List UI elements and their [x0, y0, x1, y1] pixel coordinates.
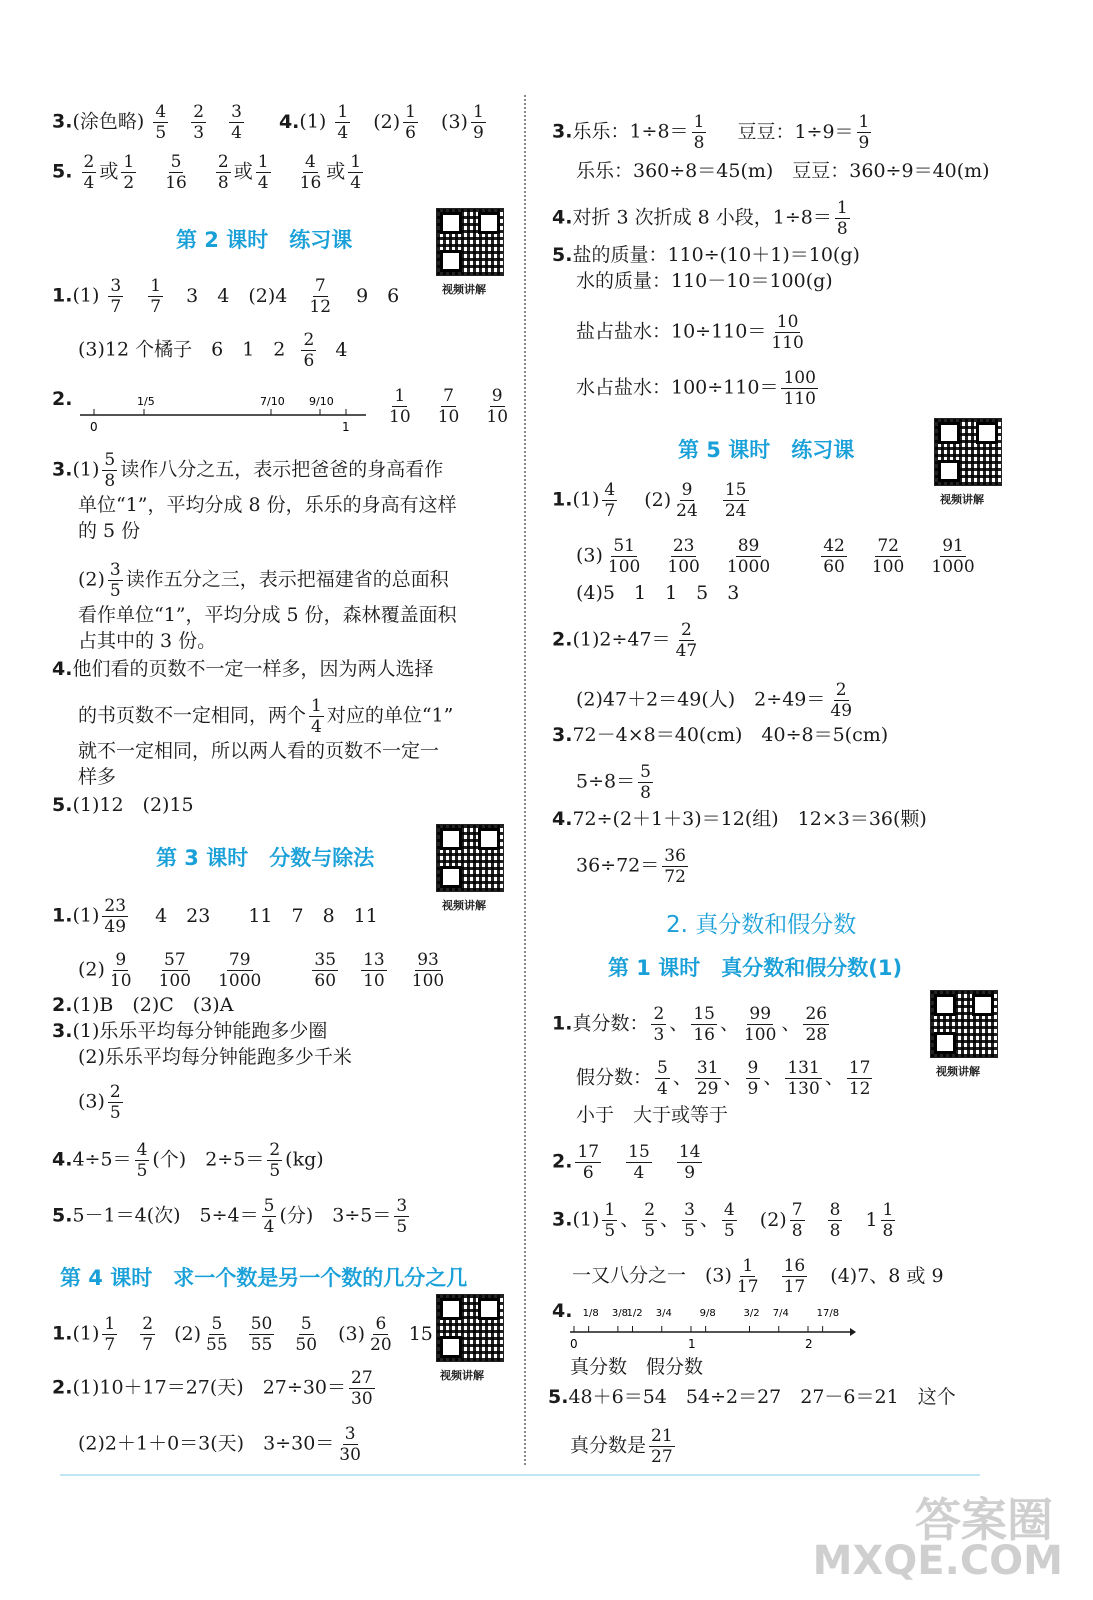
- qr-label: 视频讲解: [936, 1065, 980, 1078]
- fraction: $\frac{99}{100}$: [743, 1004, 777, 1045]
- fraction: $\frac{1}{2}$: [123, 152, 135, 193]
- fraction: $\frac{1}{6}$: [405, 102, 416, 143]
- fraction: $\frac{21}{27}$: [651, 1426, 673, 1467]
- fraction: $\frac{2}{5}$: [644, 1200, 656, 1241]
- fraction: $\frac{15}{24}$: [724, 480, 747, 521]
- fraction: $\frac{5}{4}$: [263, 1196, 275, 1237]
- fraction: $\frac{1}{10}$: [389, 386, 411, 427]
- answer-line: 5.盐的质量：110÷(10＋1)＝10(g): [552, 244, 860, 266]
- fraction: $\frac{4}{7}$: [604, 480, 616, 521]
- fraction: $\frac{7}{10}$: [437, 386, 460, 427]
- fraction: $\frac{23}{49}$: [104, 896, 127, 937]
- tick-label: 0: [570, 1337, 578, 1350]
- fraction: $\frac{4}{5}$: [155, 102, 167, 143]
- fraction: $\frac{5}{55}$: [206, 1314, 228, 1355]
- fraction: $\frac{3}{4}$: [231, 102, 242, 143]
- answer-line: 4.72÷(2＋1＋3)＝12(组) 12×3＝36(颗): [552, 808, 927, 830]
- arrow-icon: [850, 1328, 856, 1336]
- fraction: $\frac{91}{1000}$: [931, 536, 975, 577]
- fraction: $\frac{1}{4}$: [311, 696, 322, 737]
- fraction: $\frac{72}{100}$: [871, 536, 905, 577]
- fraction: $\frac{23}{100}$: [667, 536, 700, 577]
- answer-line: 2.(1)10＋17＝27(天) 27÷30＝ $\frac{27}{30}$: [52, 1368, 373, 1409]
- text-line: 单位“1”，平均分成 8 份，乐乐的身高有这样: [78, 494, 457, 516]
- text-line: 的 5 份: [78, 520, 141, 542]
- answer-line: 4.对折 3 次折成 8 小段，1÷8＝ $\frac{1}{8}$: [552, 198, 848, 239]
- fraction: $\frac{9}{24}$: [676, 480, 698, 521]
- tick-label: 0: [90, 420, 98, 434]
- answer-line: 1.(1) $\frac{1}{7}$ $\frac{2}{7}$ (2) $\frac{5}{55}$ $\frac{50}{55}$ $\frac{5}{50}$ (3) $\frac{6}{20}$ 15: [52, 1314, 433, 1355]
- answer-line: 真分数是 $\frac{21}{27}$: [570, 1426, 673, 1467]
- fraction: $\frac{17}{12}$: [848, 1058, 871, 1099]
- point-label: 7/10: [260, 395, 285, 408]
- tick-label: 1: [688, 1337, 696, 1350]
- text-line: 占其中的 3 份。: [78, 630, 217, 652]
- answer-line: 2.: [52, 388, 73, 410]
- fraction: $\frac{5}{8}$: [640, 762, 651, 803]
- answer-line: 3.(涂色略) $\frac{4}{5}$ $\frac{2}{3}$ $\frac{3}{4}$ 4.(1) $\frac{1}{4}$ (2) $\frac{1}{6}$ (3) $\frac{1}{9}$: [52, 102, 484, 143]
- fraction: $\frac{9}{10}$: [109, 950, 132, 991]
- text-line: 就不一定相同，所以两人看的页数不一定一: [78, 740, 440, 762]
- text-line: (2)乐乐平均每分钟能跑多少千米: [78, 1046, 352, 1068]
- qr-code-icon[interactable]: [436, 208, 504, 276]
- fraction: $\frac{7}{8}$: [791, 1200, 803, 1241]
- fraction: $\frac{1}{7}$: [104, 1314, 116, 1355]
- answer-line: 36÷72＝ $\frac{36}{72}$: [576, 846, 686, 887]
- answer-line: (3)12 个橘子 6 1 2 $\frac{2}{6}$ 4: [78, 330, 348, 371]
- number-line: [74, 385, 374, 435]
- answer-line: 2.(1)B (2)C (3)A: [52, 994, 234, 1016]
- text-line: 小于 大于或等于: [576, 1104, 729, 1126]
- section-title: 第 5 课时 练习课: [678, 438, 855, 462]
- number-line: [566, 1298, 856, 1350]
- fraction: $\frac{4}{16}$: [299, 152, 322, 193]
- fraction: $\frac{2}{49}$: [830, 680, 853, 721]
- point-label: 9/8: [699, 1308, 716, 1319]
- answer-line: 假分数： $\frac{5}{4}$ 、 $\frac{31}{29}$ 、 $\frac{9}{9}$ 、 $\frac{131}{130}$ 、 $\frac{17}{12}$: [576, 1058, 871, 1099]
- fraction: $\frac{79}{1000}$: [218, 950, 262, 991]
- answer-line: 5.5－1＝4(次) 5÷4＝ $\frac{5}{4}$ (分) 3÷5＝ $\frac{3}{5}$: [52, 1196, 408, 1237]
- fraction: $\frac{7}{12}$: [309, 276, 332, 317]
- fraction: $\frac{5}{16}$: [165, 152, 187, 193]
- point-label: 3/8: [611, 1308, 628, 1319]
- point-label: 7/4: [772, 1308, 789, 1319]
- answer-line: (3) $\frac{51}{100}$ $\frac{23}{100}$ $\frac{89}{1000}$ $\frac{42}{60}$ $\frac{72}{100}$ $\frac{91}{1000}$: [576, 536, 975, 577]
- fraction: $\frac{3}{5}$: [109, 560, 121, 601]
- fraction: $\frac{131}{130}$: [787, 1058, 820, 1099]
- answer-line: (3) $\frac{2}{5}$: [78, 1082, 121, 1123]
- point-label: 17/8: [816, 1308, 840, 1319]
- column-divider: [524, 95, 526, 1465]
- fraction: $\frac{26}{28}$: [805, 1004, 828, 1045]
- point-label: 1/2: [626, 1308, 643, 1319]
- section-title: 第 4 课时 求一个数是另一个数的几分之几: [60, 1266, 468, 1290]
- fraction: $\frac{2}{8}$: [217, 152, 229, 193]
- fraction: $\frac{5}{50}$: [295, 1314, 318, 1355]
- answer-line: (2) $\frac{9}{10}$ $\frac{57}{100}$ $\frac{79}{1000}$ $\frac{35}{60}$ $\frac{13}{10}$ $\frac{93}{100}$: [78, 950, 445, 991]
- qr-code-icon[interactable]: [436, 824, 504, 892]
- section-title: 第 2 课时 练习课: [176, 228, 353, 252]
- text-line: 样多: [78, 766, 117, 788]
- fraction: $\frac{2}{5}$: [109, 1082, 121, 1123]
- footer-rule: [60, 1474, 980, 1476]
- fraction: $\frac{1}{4}$: [257, 152, 269, 193]
- answer-line: 1.(1) $\frac{3}{7}$ $\frac{1}{7}$ 3 4 (2)4 $\frac{7}{12}$ 9 6: [52, 276, 400, 317]
- answer-line: 2. $\frac{17}{6}$ $\frac{15}{4}$ $\frac{14}{9}$: [552, 1142, 701, 1183]
- fraction: $\frac{57}{100}$: [158, 950, 192, 991]
- fraction: $\frac{6}{20}$: [370, 1314, 392, 1355]
- watermark-logo: 答案圈: [915, 1493, 1053, 1547]
- answer-line: 盐占盐水：10÷110＝ $\frac{10}{110}$: [576, 312, 804, 353]
- fraction: $\frac{100}{110}$: [783, 368, 816, 409]
- fraction: $\frac{2}{3}$: [653, 1004, 665, 1045]
- fraction: $\frac{1}{5}$: [604, 1200, 616, 1241]
- fraction: $\frac{2}{3}$: [193, 102, 205, 143]
- fraction: $\frac{17}{6}$: [577, 1142, 600, 1183]
- fraction: $\frac{3}{5}$: [684, 1200, 695, 1241]
- text-line: (4)5 1 1 5 3: [576, 582, 740, 604]
- fraction: $\frac{16}{17}$: [783, 1256, 806, 1297]
- fraction: $\frac{89}{1000}$: [726, 536, 771, 577]
- text-line: 乐乐：360÷8＝45(m) 豆豆：360÷9＝40(m): [576, 160, 990, 182]
- fraction: $\frac{27}{30}$: [351, 1368, 373, 1409]
- fraction: $\frac{93}{100}$: [411, 950, 445, 991]
- answer-line: 3.(1)乐乐平均每分钟能跑多少圈: [52, 1020, 328, 1042]
- point-label: 3/4: [655, 1308, 672, 1319]
- unit-title: 2. 真分数和假分数: [666, 912, 857, 938]
- fraction: $\frac{36}{72}$: [664, 846, 686, 887]
- fraction: $\frac{2}{4}$: [83, 152, 95, 193]
- fraction: $\frac{42}{60}$: [823, 536, 845, 577]
- fraction: $\frac{10}{110}$: [771, 312, 804, 353]
- fraction: $\frac{1}{7}$: [150, 276, 162, 317]
- answer-line: (2) $\frac{3}{5}$ 读作五分之三，表示把福建省的总面积: [78, 560, 449, 601]
- answer-line: 5.(1)12 (2)15: [52, 794, 194, 816]
- answer-line: 5÷8＝ $\frac{5}{8}$: [576, 762, 651, 803]
- fraction: $\frac{1}{8}$: [882, 1200, 894, 1241]
- point-label: 9/10: [309, 395, 334, 408]
- answer-line: 4.他们看的页数不一定一样多，因为两人选择: [52, 658, 434, 680]
- fraction: $\frac{50}{55}$: [250, 1314, 273, 1355]
- fraction: $\frac{1}{17}$: [736, 1256, 759, 1297]
- point-label: 1/8: [582, 1308, 599, 1319]
- answer-line: 3.(1) $\frac{1}{5}$ 、 $\frac{2}{5}$ 、 $\frac{3}{5}$ 、 $\frac{4}{5}$ (2) $\frac{7}{8}$ $\frac{8}{8}$ 1 $\frac{1}{8}$: [552, 1200, 894, 1241]
- fraction: $\frac{4}{5}$: [723, 1200, 735, 1241]
- fraction: $\frac{2}{5}$: [269, 1140, 281, 1181]
- answer-line: 3.(1) $\frac{5}{8}$ 读作八分之五，表示把爸爸的身高看作: [52, 450, 444, 491]
- answer-line: 5.48＋6＝54 54÷2＝27 27－6＝21 这个: [548, 1386, 956, 1408]
- qr-code-icon[interactable]: [934, 418, 1002, 486]
- fraction: $\frac{4}{5}$: [136, 1140, 148, 1181]
- fraction: $\frac{2}{7}$: [142, 1314, 154, 1355]
- answer-line: 一又八分之一 (3) $\frac{1}{17}$ $\frac{16}{17}$ (4)7、8 或 9: [572, 1256, 944, 1297]
- watermark-text: MXQE.COM: [812, 1538, 1063, 1584]
- fraction: $\frac{14}{9}$: [678, 1142, 701, 1183]
- fraction: $\frac{15}{16}$: [693, 1004, 715, 1045]
- answer-line: 3.72－4×8＝40(cm) 40÷8＝5(cm): [552, 724, 889, 746]
- fraction: $\frac{9}{9}$: [747, 1058, 759, 1099]
- text-line: 真分数 假分数: [570, 1356, 704, 1378]
- tick-label: 2: [805, 1337, 813, 1350]
- fraction: $\frac{1}{9}$: [472, 102, 484, 143]
- answer-line: (2)2＋1＋0＝3(天) 3÷30＝ $\frac{3}{30}$: [78, 1424, 361, 1465]
- fraction: $\frac{3}{30}$: [339, 1424, 361, 1465]
- answer-line: 1.(1) $\frac{4}{7}$ (2) $\frac{9}{24}$ $\frac{15}{24}$: [552, 480, 747, 521]
- section-title: 第 1 课时 真分数和假分数(1): [608, 956, 903, 980]
- answer-line: 4.4÷5＝ $\frac{4}{5}$ (个) 2÷5＝ $\frac{2}{5}$ (kg): [52, 1140, 324, 1181]
- fraction: $\frac{5}{8}$: [104, 450, 116, 491]
- answer-line: (2)47＋2＝49(人) 2÷49＝ $\frac{2}{49}$: [576, 680, 853, 721]
- fraction: $\frac{5}{4}$: [657, 1058, 668, 1099]
- fraction: $\frac{1}{4}$: [350, 152, 362, 193]
- answer-line: 1.真分数： $\frac{2}{3}$ 、 $\frac{15}{16}$ 、 $\frac{99}{100}$ 、 $\frac{26}{28}$: [552, 1004, 828, 1045]
- fraction: $\frac{35}{60}$: [314, 950, 337, 991]
- answer-line: 2.(1)2÷47＝ $\frac{2}{47}$: [552, 620, 698, 661]
- fraction: $\frac{3}{5}$: [396, 1196, 408, 1237]
- section-title: 第 3 课时 分数与除法: [156, 846, 375, 870]
- fraction: $\frac{51}{100}$: [607, 536, 641, 577]
- answer-line: 水占盐水：100÷110＝ $\frac{100}{110}$: [576, 368, 816, 409]
- answer-line: 3.乐乐：1÷8＝ $\frac{1}{8}$ 豆豆：1÷9＝ $\frac{1}{9}$: [552, 112, 870, 153]
- answer-line: 4.: [552, 1300, 573, 1322]
- fraction: $\frac{1}{4}$: [337, 102, 349, 143]
- answer-line: 1.(1) $\frac{23}{49}$ 4 23 11 7 8 11: [52, 896, 378, 937]
- qr-label: 视频讲解: [940, 493, 984, 506]
- qr-code-icon[interactable]: [930, 990, 998, 1058]
- fraction: $\frac{1}{8}$: [693, 112, 705, 153]
- answer-line: 的书页数不一定相同，两个 $\frac{1}{4}$ 对应的单位“1”: [78, 696, 454, 737]
- point-label: 1/5: [137, 395, 155, 408]
- qr-code-icon[interactable]: [436, 1294, 504, 1362]
- tick-label: 1: [342, 420, 350, 434]
- fraction: $\frac{9}{10}$: [486, 386, 509, 427]
- fraction: $\frac{1}{8}$: [836, 198, 848, 239]
- fraction: $\frac{3}{7}$: [110, 276, 122, 317]
- fraction: $\frac{8}{8}$: [829, 1200, 841, 1241]
- fraction: $\frac{2}{6}$: [303, 330, 315, 371]
- answer-line: 5. $\frac{2}{4}$ 或 $\frac{1}{2}$ $\frac{5}{16}$ $\frac{2}{8}$ 或 $\frac{1}{4}$ $\frac{4}{16}$ 或 $\frac{1}{4}$: [52, 152, 362, 193]
- fraction: $\frac{31}{29}$: [696, 1058, 719, 1099]
- point-label: 3/2: [743, 1308, 760, 1319]
- answer-line: [384, 386, 513, 427]
- qr-label: 视频讲解: [442, 283, 486, 296]
- qr-label: 视频讲解: [442, 899, 486, 912]
- fraction: $\frac{15}{4}$: [628, 1142, 650, 1183]
- fraction: $\frac{1}{9}$: [858, 112, 870, 153]
- fraction: $\frac{13}{10}$: [363, 950, 385, 991]
- text-line: 看作单位“1”，平均分成 5 份，森林覆盖面积: [78, 604, 457, 626]
- fraction: $\frac{2}{47}$: [675, 620, 698, 661]
- qr-label: 视频讲解: [440, 1369, 484, 1382]
- text-line: 水的质量：110－10＝100(g): [576, 270, 833, 292]
